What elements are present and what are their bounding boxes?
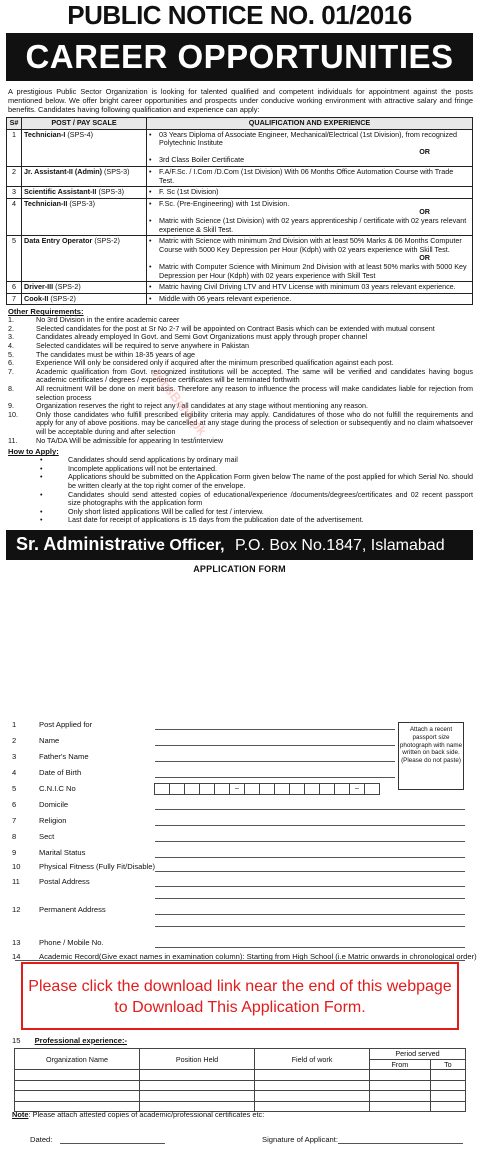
apply-item <box>40 516 473 525</box>
requirement-text: No 3rd Division in the entire academic career <box>36 315 180 325</box>
or-separator: OR <box>419 253 430 263</box>
field-label: Physical Fitness (Fully Fit/Disable) <box>39 862 156 871</box>
pay-scale: (SPS-2) <box>94 236 120 246</box>
qualification-line <box>149 263 470 280</box>
how-to-apply-title: How to Apply: <box>8 447 59 457</box>
requirement-text: Selected candidates will be required to serve anywhere in Pakistan <box>36 341 249 351</box>
post-row <box>7 187 473 199</box>
apply-item <box>40 473 473 490</box>
bullet: • <box>149 282 152 292</box>
qualification-cell <box>147 166 473 186</box>
field-label: Sect <box>39 832 55 841</box>
officer-title-rest: tive Officer, <box>137 536 225 554</box>
field-number: 4 <box>12 768 17 777</box>
qualification-cell <box>147 282 473 294</box>
exp-col-field: Field of work <box>255 1049 370 1070</box>
requirement-item <box>8 411 473 437</box>
field-number: 3 <box>12 752 17 761</box>
post-name: Cook-II <box>24 293 49 303</box>
cnic-digit-box[interactable] <box>274 783 290 795</box>
qualification-text: Middle with 06 years relevant experience. <box>159 293 292 303</box>
requirement-text: No TA/DA Will be admissible for appearing In test/interview <box>36 435 224 445</box>
requirement-item <box>8 368 473 385</box>
field-number: 12 <box>12 905 21 914</box>
cnic-digit-box[interactable] <box>364 783 380 795</box>
pay-scale: (SPS-3) <box>69 198 95 208</box>
bullet: • <box>149 166 152 176</box>
requirement-number: 7. <box>8 366 14 376</box>
post-name-cell <box>22 293 147 305</box>
apply-text: Applications should be submitted on the Application Form given below The name of the post applied for which Serial No. should be written clearly at the top right corner of the envelope. <box>68 472 474 490</box>
prof-exp-title: Professional experience:- <box>34 1036 128 1045</box>
post-name-cell <box>22 166 147 186</box>
col-qualification: QUALIFICATION AND EXPERIENCE <box>147 118 473 130</box>
field-label: Post Applied for <box>39 720 93 729</box>
cnic-digit-box[interactable] <box>289 783 305 795</box>
requirement-number: 5. <box>8 349 14 359</box>
post-row <box>7 129 473 166</box>
bullet: • <box>149 215 152 225</box>
apply-text: Incomplete applications will not be entertained. <box>68 463 218 473</box>
cnic-digit-box[interactable] <box>319 783 335 795</box>
or-separator: OR <box>419 146 430 156</box>
prof-exp-number: 15 <box>12 1036 21 1045</box>
qualification-cell <box>147 293 473 305</box>
post-name: Technician-II <box>24 198 68 208</box>
cnic-digit-box[interactable]: – <box>349 783 365 795</box>
bullet: • <box>40 455 43 465</box>
application-form-title: APPLICATION FORM <box>193 563 286 574</box>
requirement-text: The candidates must be within 18-35 years of age <box>36 349 196 359</box>
apply-text: Last date for receipt of applications is 15 days from the publication date of the advertisement. <box>68 515 364 525</box>
qualification-line <box>149 156 470 165</box>
cnic-digit-box[interactable]: – <box>229 783 245 795</box>
field-input-line[interactable] <box>155 857 465 858</box>
field-label: Name <box>39 736 60 745</box>
field-number: 14 <box>12 952 21 961</box>
post-name: Scientific Assistant-II <box>24 187 97 197</box>
qualification-text: Matric having Civil Driving LTV and HTV License with minimum 03 years relevant experience. <box>159 282 456 292</box>
bullet: • <box>149 293 152 303</box>
cnic-digit-box[interactable] <box>199 783 215 795</box>
requirement-text: Candidates already employed In Govt. and Semi Govt Organizations must apply through proper channel <box>36 332 368 342</box>
field-label: Father's Name <box>39 752 89 761</box>
requirement-number: 11. <box>8 435 18 445</box>
exp-col-position: Position Held <box>140 1049 255 1070</box>
bullet: • <box>149 155 152 165</box>
requirement-number: 6. <box>8 358 14 368</box>
requirement-number: 2. <box>8 323 14 333</box>
field-input-line[interactable] <box>155 745 395 746</box>
bullet: • <box>149 187 152 197</box>
field-label: Permanent Address <box>39 905 106 914</box>
cnic-digit-box[interactable] <box>214 783 230 795</box>
cnic-digit-box[interactable] <box>184 783 200 795</box>
pay-scale: (SPS-4) <box>67 129 93 139</box>
qualification-line <box>149 217 470 234</box>
bullet: • <box>149 198 152 208</box>
field-number: 2 <box>12 736 17 745</box>
field-number: 5 <box>12 784 17 793</box>
field-input-line[interactable] <box>155 841 465 842</box>
bullet: • <box>149 129 152 139</box>
field-number: 13 <box>12 938 21 947</box>
watermark: JobsBank.pk <box>148 365 210 439</box>
qualification-cell <box>147 198 473 235</box>
post-serial: 6 <box>7 282 22 294</box>
intro-paragraph: A prestigious Public Sector Organization is looking for talented qualified and competent individuals for appointment against the posts mentioned below. We offer bright career opportunities and prospects under conducive working environment with attractive salary and fringe benefits. Candidates having following qualification and experience can apply: <box>8 87 473 114</box>
post-serial: 4 <box>7 198 22 235</box>
qualification-line <box>149 283 470 292</box>
posts-table <box>6 117 473 305</box>
field-label: C.N.I.C No <box>39 784 76 793</box>
post-row <box>7 236 473 282</box>
bullet: • <box>40 472 43 482</box>
note-line <box>12 1110 264 1119</box>
note-label: Note <box>12 1110 29 1119</box>
field-label: Marital Status <box>39 848 86 857</box>
post-name-cell <box>22 129 147 166</box>
notice-title: PUBLIC NOTICE NO. 01/2016 <box>67 0 412 30</box>
field-label: Domicile <box>39 800 69 809</box>
qualification-text: F.A/F.Sc. / I.Com /D.Com (1st Division) With 06 Months Office Automation Course with Trade Test. <box>159 166 454 185</box>
bullet: • <box>40 463 43 473</box>
field-number: 9 <box>12 848 17 857</box>
post-row <box>7 293 473 305</box>
apply-item <box>40 491 473 508</box>
officer-address-bar <box>6 530 473 560</box>
field-number: 8 <box>12 832 17 841</box>
pay-scale: (SPS-2) <box>50 293 76 303</box>
field-number: 1 <box>12 720 17 729</box>
requirement-item <box>8 385 473 402</box>
field-number: 11 <box>12 877 20 886</box>
qualification-text: Matric with Computer Science with Minimum 2nd Division with at least 50% marks with 5000 Key Depression per Hour (Kdph) with 02 years experience with Skill Test <box>159 261 467 280</box>
photo-box: Attach a recent passport size photograph with name written on back side. (Please do not paste) <box>398 722 464 790</box>
qualification-line <box>149 295 470 304</box>
exp-col-from: From <box>370 1059 431 1070</box>
apply-text: Only short listed applications Will be called for test / interview. <box>68 506 264 516</box>
qualification-text: F. Sc (1st Division) <box>159 187 219 197</box>
how-to-apply-list <box>40 456 473 525</box>
field-input-line[interactable] <box>155 898 465 899</box>
field-input-line[interactable] <box>155 947 465 948</box>
qualification-text: Matric with Science with minimum 2nd Division with at least 50% Marks & 06 Months Computer Course with 5000 Key Depression per Hour (Kdph) with 02 years experience with Skill Test. <box>159 236 462 254</box>
cnic-boxes[interactable] <box>155 783 380 795</box>
exp-col-org: Organization Name <box>15 1049 140 1070</box>
exp-col-period: Period served <box>370 1049 466 1060</box>
bullet: • <box>149 261 152 271</box>
field-input-line[interactable] <box>155 761 395 762</box>
field-input-line[interactable] <box>155 777 395 778</box>
post-serial: 1 <box>7 129 22 166</box>
requirement-number: 3. <box>8 332 14 342</box>
col-serial: S# <box>7 118 22 130</box>
cnic-digit-box[interactable] <box>334 783 350 795</box>
career-banner: CAREER OPPORTUNITIES <box>6 33 473 81</box>
bullet: • <box>40 515 43 525</box>
post-serial: 2 <box>7 166 22 186</box>
dated-line[interactable] <box>60 1143 165 1144</box>
field-input-line[interactable] <box>155 886 465 887</box>
exp-row[interactable] <box>15 1080 466 1091</box>
download-notice: Please click the download link near the end of this webpage to Download This Application Form. <box>21 962 459 1030</box>
field-input-line[interactable] <box>155 926 465 927</box>
post-name: Technician-I <box>24 129 66 139</box>
field-input-line[interactable] <box>155 825 465 826</box>
field-number: 10 <box>12 862 21 871</box>
pay-scale: (SPS-3) <box>104 166 130 176</box>
post-name: Jr. Assistant-II (Admin) <box>24 166 103 176</box>
signature-line[interactable] <box>338 1143 463 1144</box>
requirement-item <box>8 437 473 446</box>
bullet: • <box>40 506 43 516</box>
exp-col-to: To <box>430 1059 465 1070</box>
qualification-line <box>149 237 470 254</box>
requirement-text: All recruitment Will be done on merit basis. Therefore any reason to influence the process will make candidates liable for rejection from selection process <box>36 384 473 402</box>
post-serial: 3 <box>7 187 22 199</box>
field-label: Date of Birth <box>39 768 82 777</box>
officer-address: P.O. Box No.1847, Islamabad <box>234 536 445 554</box>
requirement-number: 1. <box>8 315 14 325</box>
requirement-number: 8. <box>8 384 14 394</box>
qualification-cell <box>147 129 473 166</box>
field-label: Academic Record(Give exact names in examination column): Starting from High School (i.e Matric onwards in chronological order) <box>39 952 477 961</box>
apply-text: Candidates should send attested copies of educational/experience /documents/degrees/certificates and 02 recent passport size photographs with the application form <box>68 489 473 508</box>
requirement-number: 9. <box>8 401 14 411</box>
field-number: 7 <box>12 816 17 825</box>
professional-experience-label <box>12 1036 127 1045</box>
requirements-list <box>8 316 473 445</box>
post-row <box>7 198 473 235</box>
qualification-text: Matric with Science (1st Division) with 02 years apprenticeship / certificate with 02 years relevant experience & Skill Test. <box>159 215 467 234</box>
post-serial: 5 <box>7 236 22 282</box>
qualification-line <box>149 131 470 148</box>
qualification-cell <box>147 236 473 282</box>
post-name-cell <box>22 282 147 294</box>
cnic-digit-box[interactable] <box>154 783 170 795</box>
or-separator: OR <box>419 207 430 217</box>
field-input-line[interactable] <box>155 914 465 915</box>
requirement-text: Academic qualification from Govt. recognized institutions will be accepted. The same will be verified and candidates having bogus academic certificates / degrees / experience certificates will be terminated forthwith <box>36 366 473 385</box>
requirement-number: 4. <box>8 341 14 351</box>
field-label: Postal Address <box>39 877 90 886</box>
qualification-text: 03 Years Diploma of Associate Engineer, Mechanical/Electrical (1st Division), from recognized Polytechnic Institute <box>159 129 458 148</box>
post-name-cell <box>22 187 147 199</box>
post-name-cell <box>22 198 147 235</box>
note-text: : Please attach attested copies of academic/professional certificates etc: <box>28 1110 265 1119</box>
field-number: 6 <box>12 800 17 809</box>
requirement-text: Only those candidates who fulfill prescribed eligibility criteria may apply. Candidatures of those who do not fulfill the requirements and apply for any of above positions. may be cancelled at any stage during the process of selection or subsequently and no claim whatsoever will be acceptable during and after selection <box>36 409 473 436</box>
cnic-digit-box[interactable] <box>304 783 320 795</box>
cnic-digit-box[interactable] <box>169 783 185 795</box>
other-requirements-title: Other Requirements: <box>8 307 84 317</box>
cnic-digit-box[interactable] <box>259 783 275 795</box>
field-input-line[interactable] <box>155 809 465 810</box>
officer-title-bold: Sr. Administra <box>16 533 138 554</box>
academic-record-line[interactable] <box>15 960 465 961</box>
apply-text: Candidates should send applications by ordinary mail <box>68 455 238 465</box>
field-input-line[interactable] <box>155 729 395 730</box>
post-row <box>7 166 473 186</box>
exp-row[interactable] <box>15 1070 466 1081</box>
requirement-number: 10. <box>8 409 18 419</box>
cnic-digit-box[interactable] <box>244 783 260 795</box>
field-label: Religion <box>39 816 67 825</box>
qualification-line <box>149 168 470 185</box>
requirement-text: Experience Will only be considered only if acquired after the minimum prescribed qualification against each post. <box>36 358 394 368</box>
post-row <box>7 282 473 294</box>
qualification-line <box>149 188 470 197</box>
pay-scale: (SPS-2) <box>55 282 81 292</box>
requirement-text: Organization reserves the right to reject any / all candidates at any stage without mentioning any reason. <box>36 401 369 411</box>
field-label: Phone / Mobile No. <box>39 938 104 947</box>
bullet: • <box>149 236 152 246</box>
post-serial: 7 <box>7 293 22 305</box>
qualification-cell <box>147 187 473 199</box>
experience-table <box>14 1048 466 1112</box>
post-name: Data Entry Operator <box>24 236 93 246</box>
bullet: • <box>40 489 43 499</box>
pay-scale: (SPS-3) <box>98 187 124 197</box>
field-input-line[interactable] <box>155 871 465 872</box>
qualification-text: 3rd Class Boiler Certificate <box>159 155 245 165</box>
qualification-text: F.Sc. (Pre-Engineering) with 1st Division. <box>159 198 290 208</box>
post-name: Driver-III <box>24 282 54 292</box>
col-post: POST / PAY SCALE <box>22 118 147 130</box>
exp-row[interactable] <box>15 1091 466 1102</box>
dated-label: Dated: <box>30 1135 53 1144</box>
signature-label: Signature of Applicant: <box>262 1135 338 1144</box>
post-name-cell <box>22 236 147 282</box>
requirement-text: Selected candidates for the post at Sr No 2-7 will be appointed on Contract Basis which can be extended with mutual consent <box>36 323 435 333</box>
